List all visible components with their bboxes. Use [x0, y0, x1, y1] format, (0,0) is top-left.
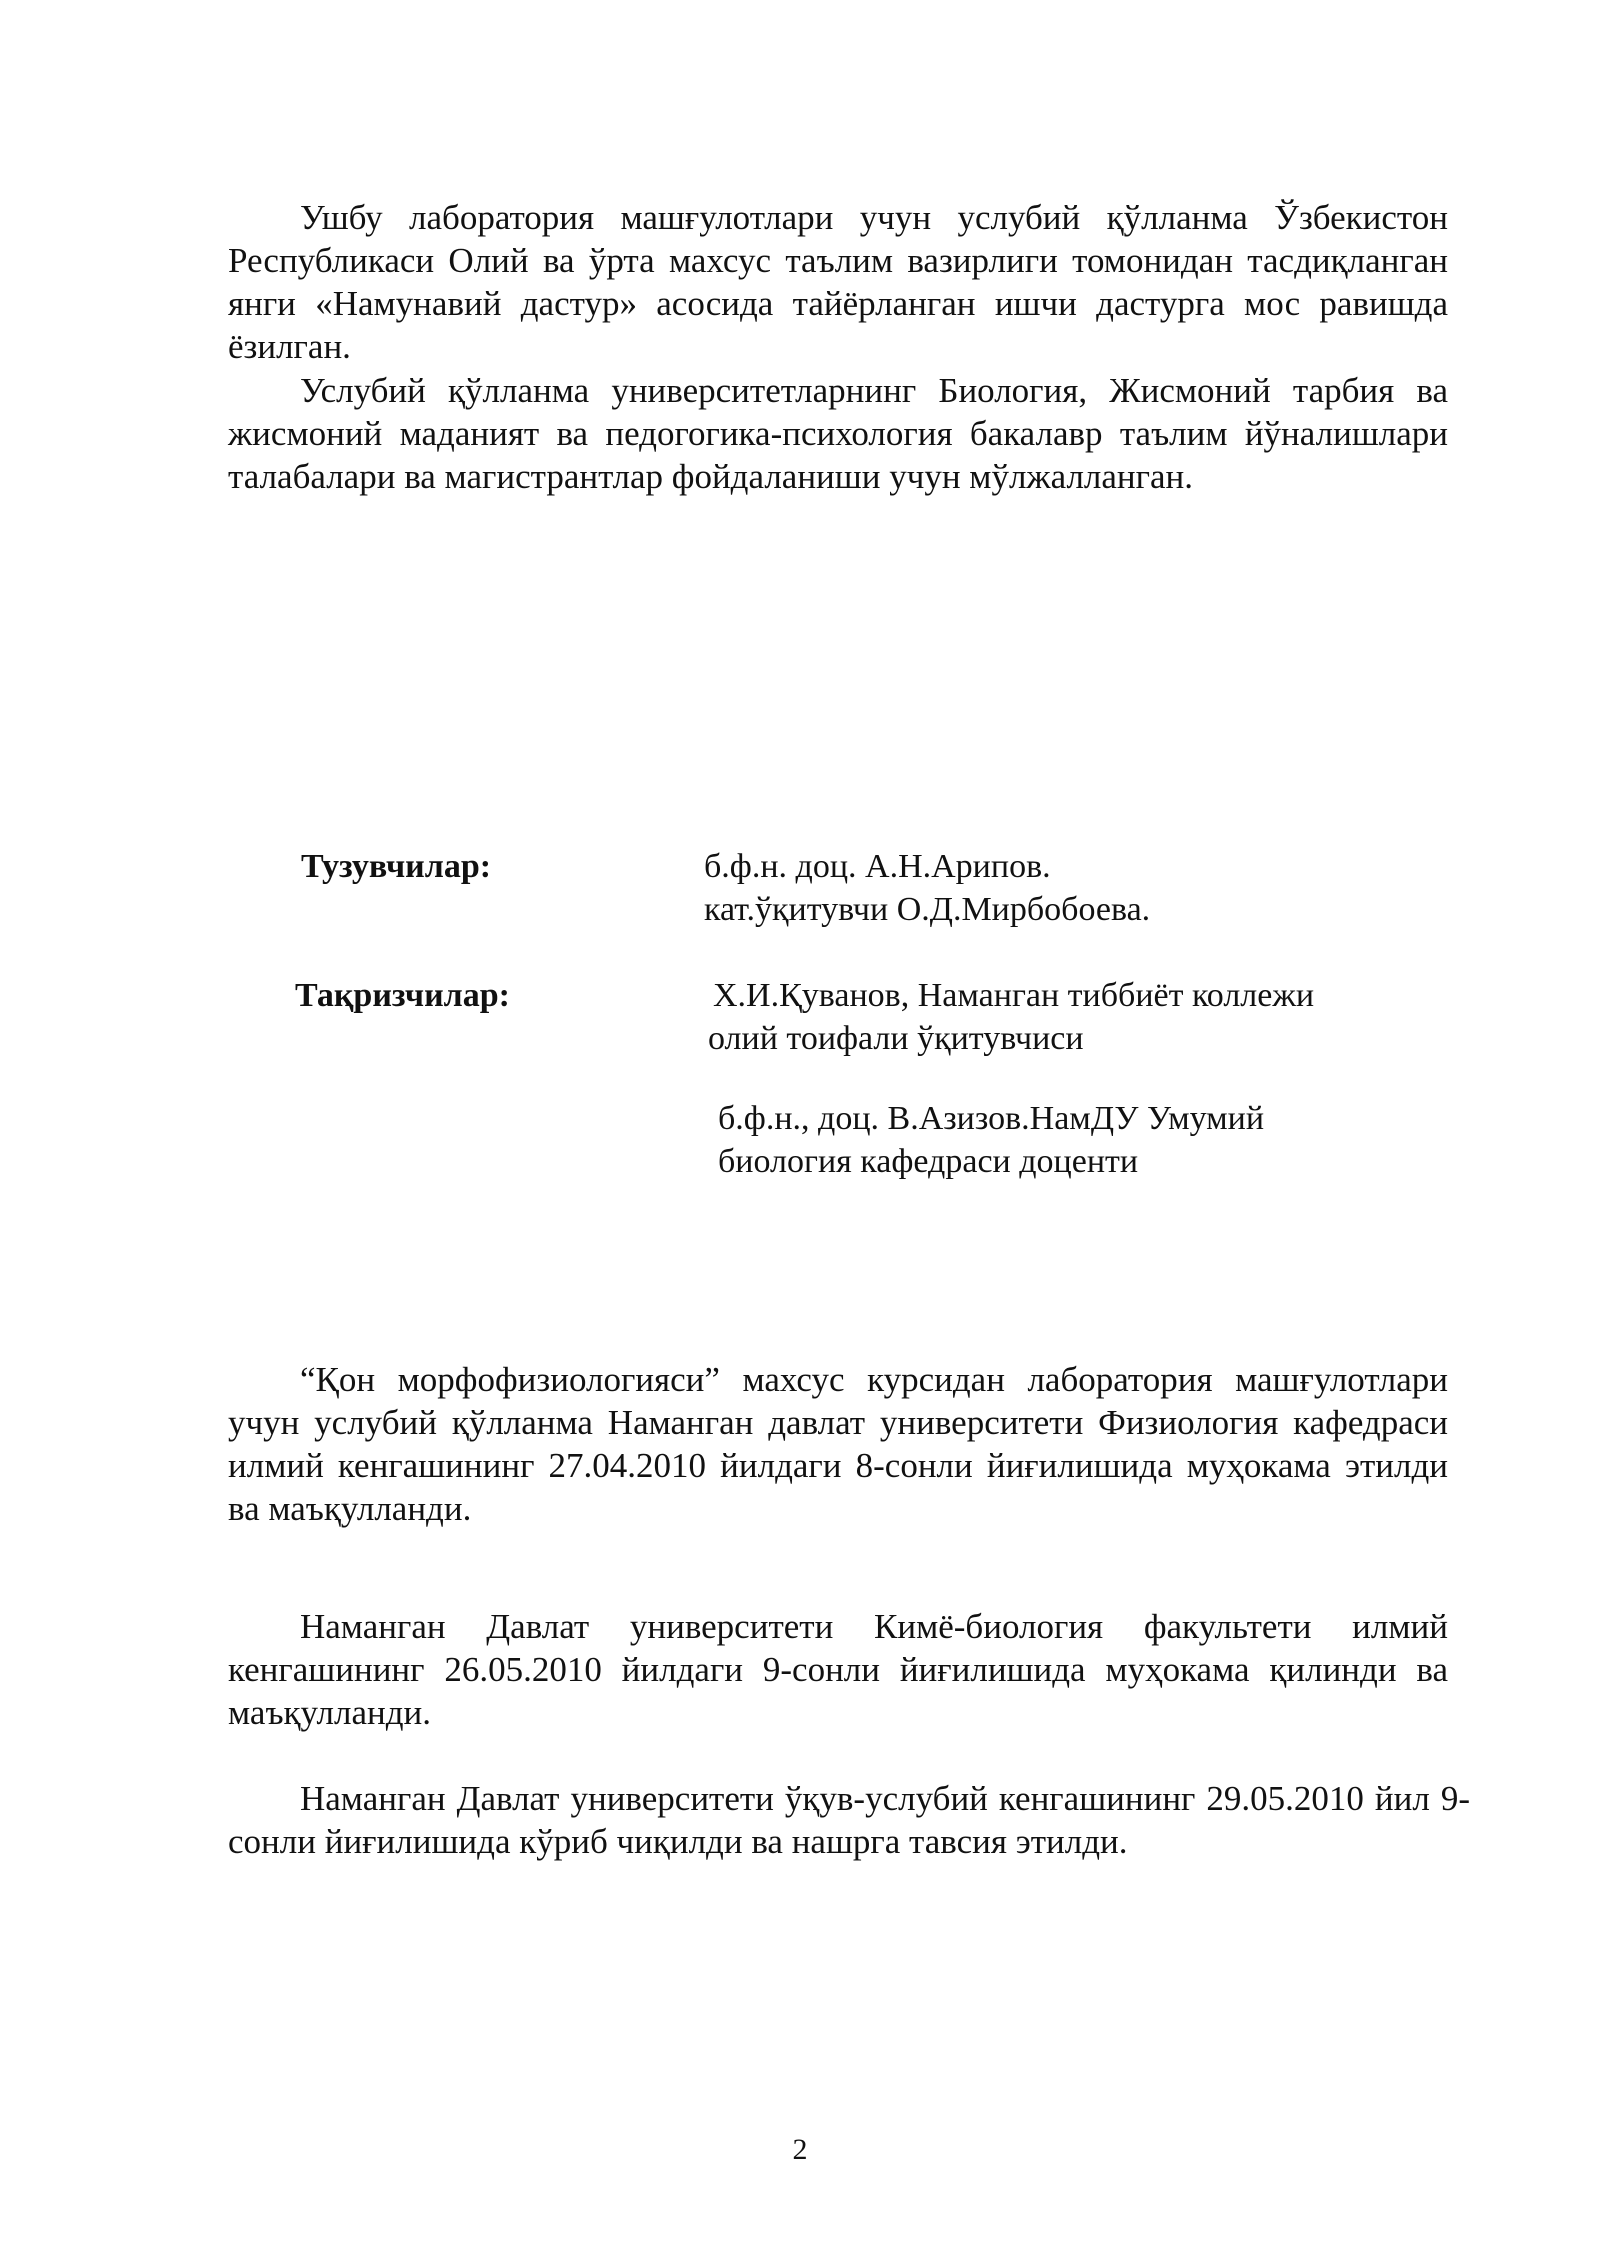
- intro-paragraph-1: Ушбу лаборатория машғулотлари учун услубий қўлланма Ўзбекистон Республикаси Олий ва ўрта махсус таълим вазирлиги томонидан тасдиқланган янги «Намунавий дастур» асосида тайёрланган ишчи дастурга мос равишда ёзилган.: [228, 198, 1448, 366]
- reviewer-1-line-1: Х.И.Қуванов, Наманган тиббиёт коллежи: [713, 977, 1315, 1014]
- reviewers-label: Тақризчилар:: [295, 977, 510, 1014]
- compilers-label: Тузувчилар:: [301, 848, 492, 885]
- compiler-line-1: б.ф.н. доц. А.Н.Арипов.: [704, 848, 1051, 885]
- approval-paragraph-1: “Қон морфофизиологияси” махсус курсидан лаборатория машғулотлари учун услубий қўлланма Наманган давлат университети Физиология кафедраси илмий кенгашининг 27.04.2010 йилдаги 8-сонли йиғилишида муҳокама этилди ва маъқулланди.: [228, 1360, 1448, 1528]
- reviewer-1-line-2: олий тоифали ўқитувчиси: [708, 1020, 1084, 1057]
- approval-paragraph-2: Наманган Давлат университети Кимё-биология факультети илмий кенгашининг 26.05.2010 йилдаги 9-сонли йиғилишида муҳокама қилинди ва маъқулланди.: [228, 1607, 1448, 1732]
- compiler-line-2: кат.ўқитувчи О.Д.Мирбобоева.: [704, 891, 1151, 928]
- intro-paragraph-2: Услубий қўлланма университетларнинг Биология, Жисмоний тарбия ва жисмоний маданият ва педогогика-психология бакалавр таълим йўналишлари талабалари ва магистрантлар фойдаланиши учун мўлжалланган.: [228, 371, 1448, 496]
- approval-paragraph-3: Наманган Давлат университети ўқув-услубий кенгашининг 29.05.2010 йил 9-сонли йиғилишида кўриб чиқилди ва нашрга тавсия этилди.: [228, 1779, 1470, 1861]
- reviewer-2-line-2: биология кафедраси доценти: [718, 1143, 1139, 1180]
- page-number: 2: [792, 2133, 808, 2166]
- reviewer-2-line-1: б.ф.н., доц. В.Азизов.НамДУ Умумий: [718, 1100, 1265, 1137]
